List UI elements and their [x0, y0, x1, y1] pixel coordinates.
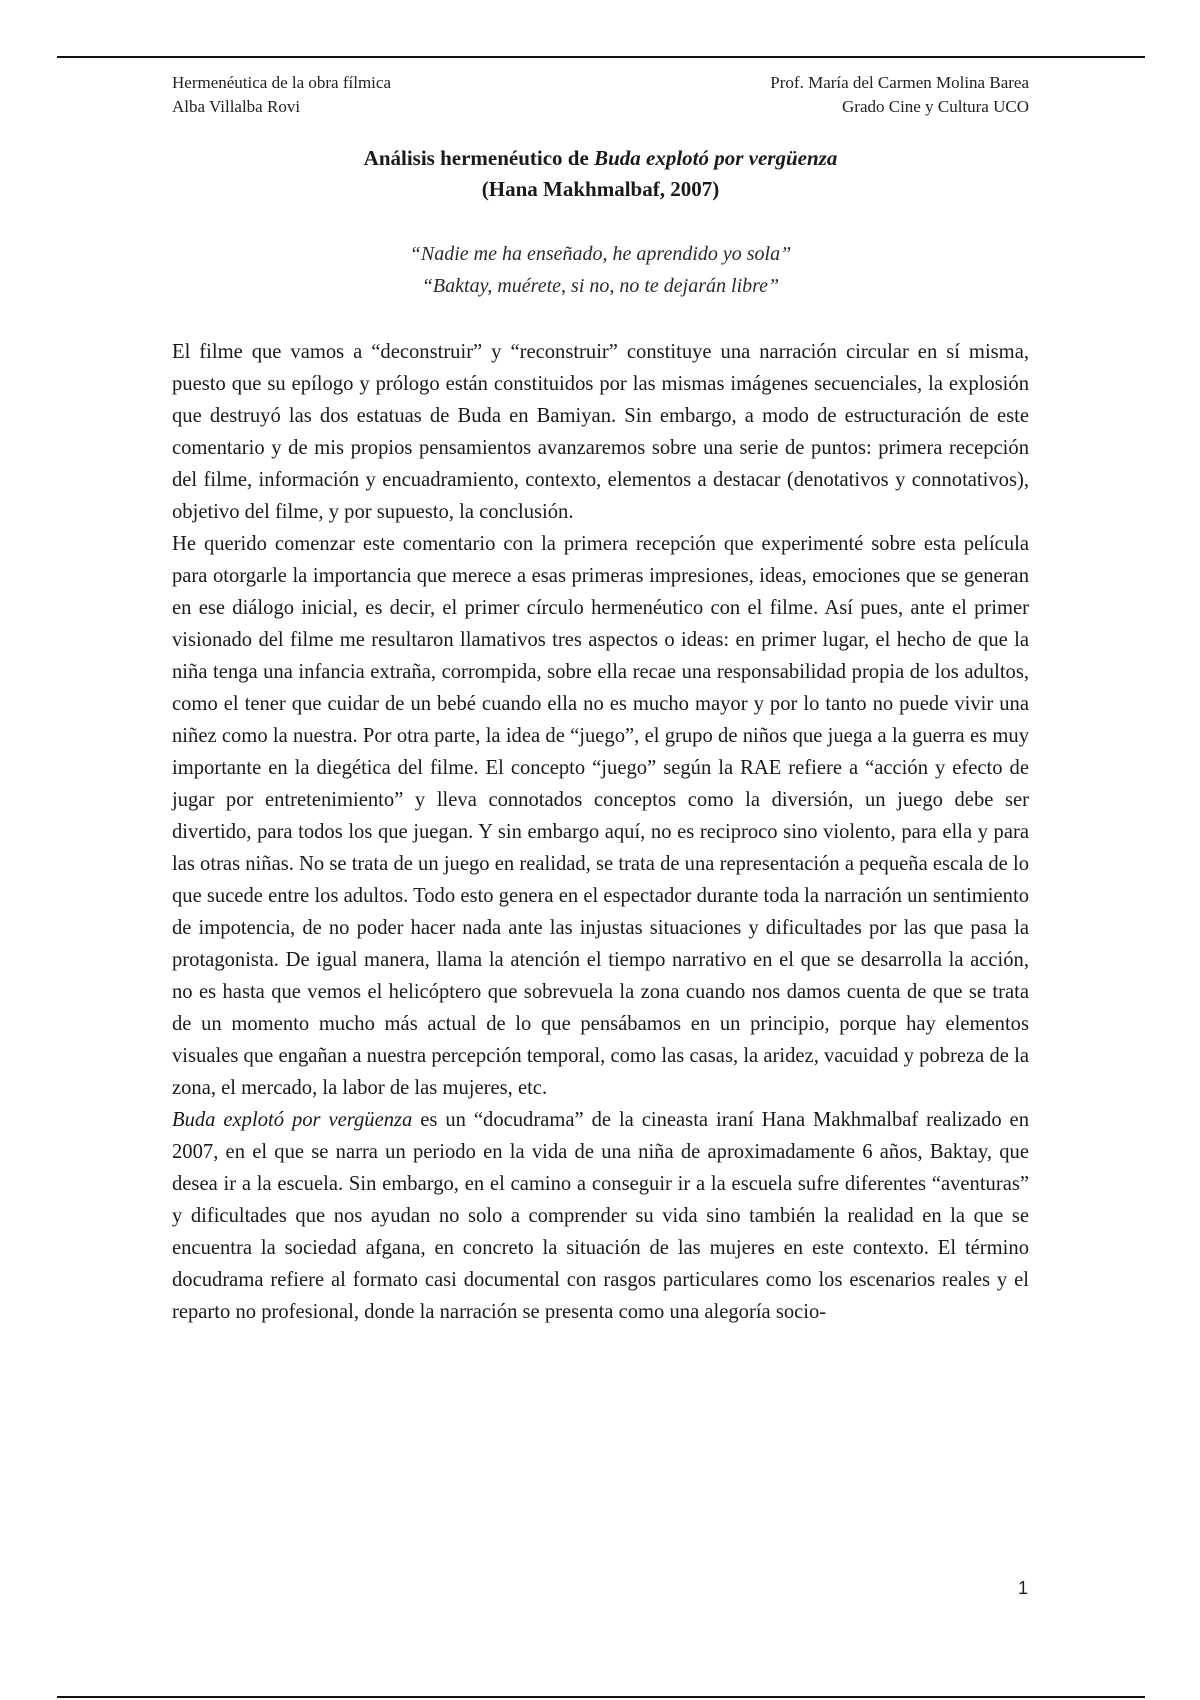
epigraph-2: “Baktay, muérete, si no, no te dejarán libre” [421, 275, 780, 297]
page-header [172, 71, 1029, 119]
author-name: Alba Villalba Rovi [172, 97, 301, 116]
title-prefix: Análisis hermenéutico de [363, 146, 595, 170]
title-film: Buda explotó por vergüenza [594, 146, 838, 170]
title-line-2: (Hana Makhmalbaf, 2007) [481, 177, 720, 201]
paragraph-3 [172, 1104, 1029, 1328]
page-number: 1 [1017, 1578, 1028, 1598]
paragraph-1: El filme que vamos a “deconstruir” y “reconstruir” constituye una narración circular en sí misma, puesto que su epílogo y prólogo están constituidos por las mismas imágenes secuenciales, la explosión que destruyó las dos estatuas de Buda en Bamiyan. Sin embargo, a modo de estructuración de este comentario y de mis propios pensamientos avanzaremos sobre una serie de puntos: primera recepción del filme, información y encuadramiento, contexto, elementos a destacar (denotativos y connotativos), objetivo del filme, y por supuesto, la conclusión. [172, 341, 1029, 523]
body-text [172, 336, 1029, 1328]
header-row-1 [172, 71, 1029, 95]
course-name: Hermenéutica de la obra fílmica [172, 73, 391, 92]
professor-name: Prof. María del Carmen Molina Barea [770, 73, 1029, 92]
degree-name: Grado Cine y Cultura UCO [842, 97, 1029, 116]
paragraph-3-text: es un “docudrama” de la cineasta iraní Hana Makhmalbaf realizado en 2007, en el que se narra un periodo en la vida de una niña de aproximadamente 6 años, Baktay, que desea ir a la escuela. Sin embargo, en el camino a conseguir ir a la escuela sufre diferentes “aventuras” y dificultades que nos ayudan no solo a comprender su vida sino también la realidad en la que se encuentra la sociedad afgana, en concreto la situación de las mujeres en este contexto. El término docudrama refiere al formato casi documental con rasgos particulares como los escenarios reales y el reparto no profesional, donde la narración se presenta como una alegoría socio- [172, 1109, 1029, 1323]
paragraph-3-film-title: Buda explotó por vergüenza [172, 1109, 413, 1131]
title-line-1 [172, 143, 1029, 174]
epigraphs [172, 238, 1029, 302]
paragraph-2: He querido comenzar este comentario con la primera recepción que experimenté sobre esta película para otorgarle la importancia que merece a esas primeras impresiones, ideas, emociones que se generan en ese diálogo inicial, es decir, el primer círculo hermenéutico con el filme. Así pues, ante el primer visionado del filme me resultaron llamativos tres aspectos o ideas: en primer lugar, el hecho de que la niña tenga una infancia extraña, corrompida, sobre ella recae una responsabilidad propia de los adultos, como el tener que cuidar de un bebé cuando ella no es mucho mayor y por lo tanto no puede vivir una niñez como la nuestra. Por otra parte, la idea de “juego”, el grupo de niños que juega a la guerra es muy importante en la diegética del filme. El concepto “juego” según la RAE refiere a “acción y efecto de jugar por entretenimiento” y lleva connotados conceptos como la diversión, un juego debe ser divertido, para todos los que juegan. Y sin embargo aquí, no es reciproco sino violento, para ella y para las otras niñas. No se trata de un juego en realidad, se trata de una representación a pequeña escala de lo que sucede entre los adultos. Todo esto genera en el espectador durante toda la narración un sentimiento de impotencia, de no poder hacer nada ante las injustas situaciones y dificultades por las que pasa la protagonista. De igual manera, llama la atención el tiempo narrativo en el que se desarrolla la acción, no es hasta que vemos el helicóptero que sobrevuela la zona cuando nos damos cuenta de que se trata de un momento mucho más actual de lo que pensábamos en un principio, porque hay elementos visuales que engañan a nuestra percepción temporal, como las casas, la aridez, vacuidad y pobreza de la zona, el mercado, la labor de las mujeres, etc. [172, 533, 1029, 1099]
top-rule [57, 56, 1145, 58]
bottom-rule [57, 1696, 1145, 1698]
document-title [172, 143, 1029, 205]
epigraph-1: “Nadie me ha enseñado, he aprendido yo sola” [409, 243, 792, 265]
header-row-2 [172, 95, 1029, 119]
